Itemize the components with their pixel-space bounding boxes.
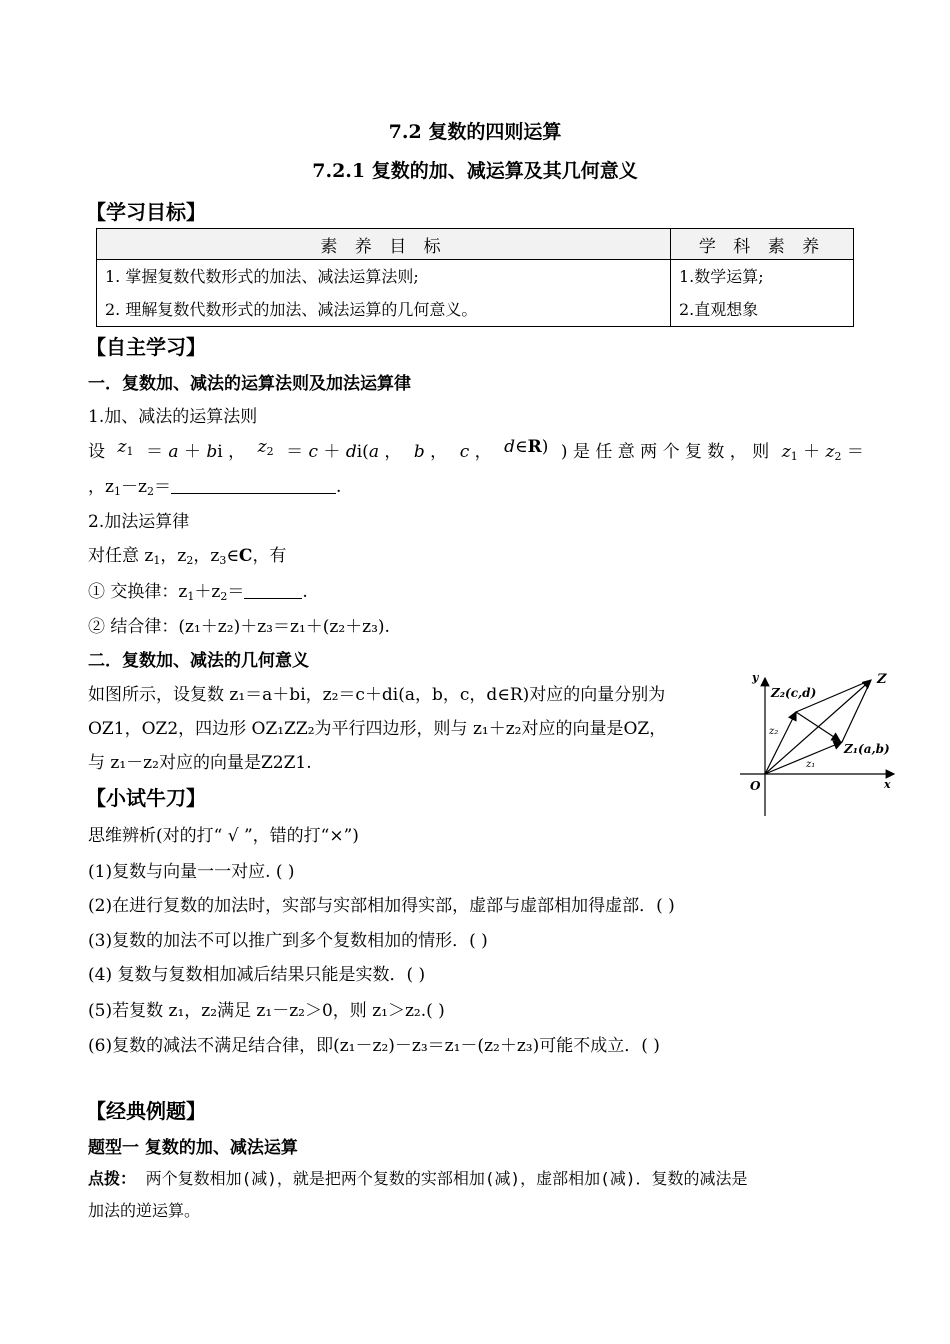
rule-text: ＝ a ＋ bi ， bbox=[146, 442, 246, 462]
goals-header-right: 学 科 素 养 bbox=[671, 229, 854, 260]
rule-line-2: ，$z_1-z_2=$ . bbox=[88, 477, 342, 498]
point-z2-label: Z₂(c,d) bbox=[771, 686, 817, 700]
x-label: x bbox=[884, 778, 891, 791]
literacy-item: 2.直观想象 bbox=[679, 300, 759, 319]
section-self-study-heading: 【自主学习】 bbox=[86, 335, 206, 359]
tip-line-2: 加法的逆运算。 bbox=[88, 1201, 201, 1220]
part2-heading: 二．复数加、减法的几何意义 bbox=[88, 651, 309, 671]
try-item: (6)复数的减法不满足结合律，即(z₁－z₂)－z₃＝z₁－(z₂＋z₃)可能不成立．( ) bbox=[88, 1036, 660, 1056]
answer-blank[interactable] bbox=[244, 581, 302, 599]
rule-text: c ， bbox=[459, 442, 492, 462]
part2-line: OZ1，OZ2，四边形 OZ₁ZZ₂为平行四边形，则与 z₁＋z₂对应的向量是OZ， bbox=[88, 719, 667, 739]
try-item: (3)复数的加法不可以推广到多个复数相加的情形．( ) bbox=[88, 931, 488, 951]
section-examples-heading: 【经典例题】 bbox=[86, 1099, 206, 1123]
vector-z1 bbox=[765, 742, 842, 774]
goals-header-left: 素 养 目 标 bbox=[97, 229, 671, 260]
section-try-heading: 【小试牛刀】 bbox=[86, 786, 206, 810]
answer-blank[interactable] bbox=[171, 476, 336, 494]
rule-text: ) 是 任 意 两 个 复 数 ， 则 bbox=[560, 442, 770, 462]
section-goals-heading: 【学习目标】 bbox=[86, 200, 206, 224]
goals-right-cell bbox=[671, 260, 854, 327]
law-title: 2.加法运算律 bbox=[88, 512, 190, 532]
parallelogram-diagram bbox=[738, 668, 898, 820]
goals-table bbox=[96, 228, 854, 327]
rule-text: ＝ c ＋ di(a ， bbox=[286, 442, 402, 462]
rule-text: $z_1$ bbox=[117, 437, 134, 458]
vector-z2 bbox=[765, 712, 796, 774]
example-type-heading: 题型一 复数的加、减法运算 bbox=[88, 1138, 298, 1158]
part2-line: 如图所示，设复数 z₁＝a＋bi，z₂＝c＋di(a，b，c，d∈R)对应的向量分别为 bbox=[88, 685, 666, 705]
y-label: y bbox=[752, 671, 759, 684]
point-z-label: Z bbox=[877, 672, 887, 687]
goal-item: 2. 理解复数代数形式的加法、减法运算的几何意义。 bbox=[105, 300, 478, 319]
origin-label: O bbox=[750, 779, 761, 793]
page-title: 7.2 复数的四则运算 bbox=[388, 121, 562, 143]
vector-z2z1 bbox=[796, 712, 840, 741]
goal-item: 1. 掌握复数代数形式的加法、减法运算法则; bbox=[105, 267, 419, 286]
try-item: (1)复数与向量一一对应. ( ) bbox=[88, 862, 295, 882]
law-associative: ② 结合律：(z₁＋z₂)＋z₃＝z₁＋(z₂＋z₃). bbox=[88, 617, 390, 637]
part2-line: 与 z₁－z₂对应的向量是Z2Z1. bbox=[88, 753, 312, 773]
tip-text: 两个复数相加(减)，就是把两个复数的实部相加(减)，虚部相加(减)．复数的减法是 bbox=[136, 1169, 748, 1188]
rule-text: b ， bbox=[413, 442, 448, 462]
rule-text: d∈R) bbox=[504, 437, 549, 457]
try-item: (5)若复数 z₁，z₂满足 z₁－z₂＞0，则 z₁＞z₂.( ) bbox=[88, 1001, 445, 1021]
law-intro: 对任意 $z_1$，$z_2$，$z_3\in C$，有 bbox=[88, 546, 287, 567]
goals-left-cell bbox=[97, 260, 671, 327]
page-subtitle: 7.2.1 复数的加、减运算及其几何意义 bbox=[312, 160, 638, 182]
rule-text: $z_1 + z_2$ ＝ bbox=[781, 442, 864, 463]
part1-heading: 一．复数加、减法的运算法则及加法运算律 bbox=[88, 374, 411, 394]
vector-z1-label: z₁ bbox=[806, 759, 816, 770]
point-z1-label: Z₁(a,b) bbox=[844, 742, 890, 756]
tip-label: 点拨： bbox=[88, 1169, 137, 1188]
try-item: (2)在进行复数的加法时，实部与实部相加得实部，虚部与虚部相加得虚部．( ) bbox=[88, 896, 675, 916]
vector-z2-label: z₂ bbox=[769, 726, 779, 737]
rule-line-1 bbox=[88, 437, 864, 462]
literacy-item: 1.数学运算; bbox=[679, 267, 764, 286]
tip-line-1 bbox=[88, 1166, 747, 1189]
law-commutative: ① 交换律：$z_1+z_2=$ . bbox=[88, 582, 308, 603]
try-item: (4) 复数与复数相加减后结果只能是实数．( ) bbox=[88, 965, 426, 985]
try-intro: 思维辨析(对的打“ √ ”，错的打“×”) bbox=[88, 826, 359, 846]
rule-title: 1.加、减法的运算法则 bbox=[88, 407, 258, 427]
rule-text: 设 bbox=[88, 442, 105, 462]
rule-text: $z_2$ bbox=[257, 437, 274, 458]
side-z1-z bbox=[842, 680, 871, 742]
